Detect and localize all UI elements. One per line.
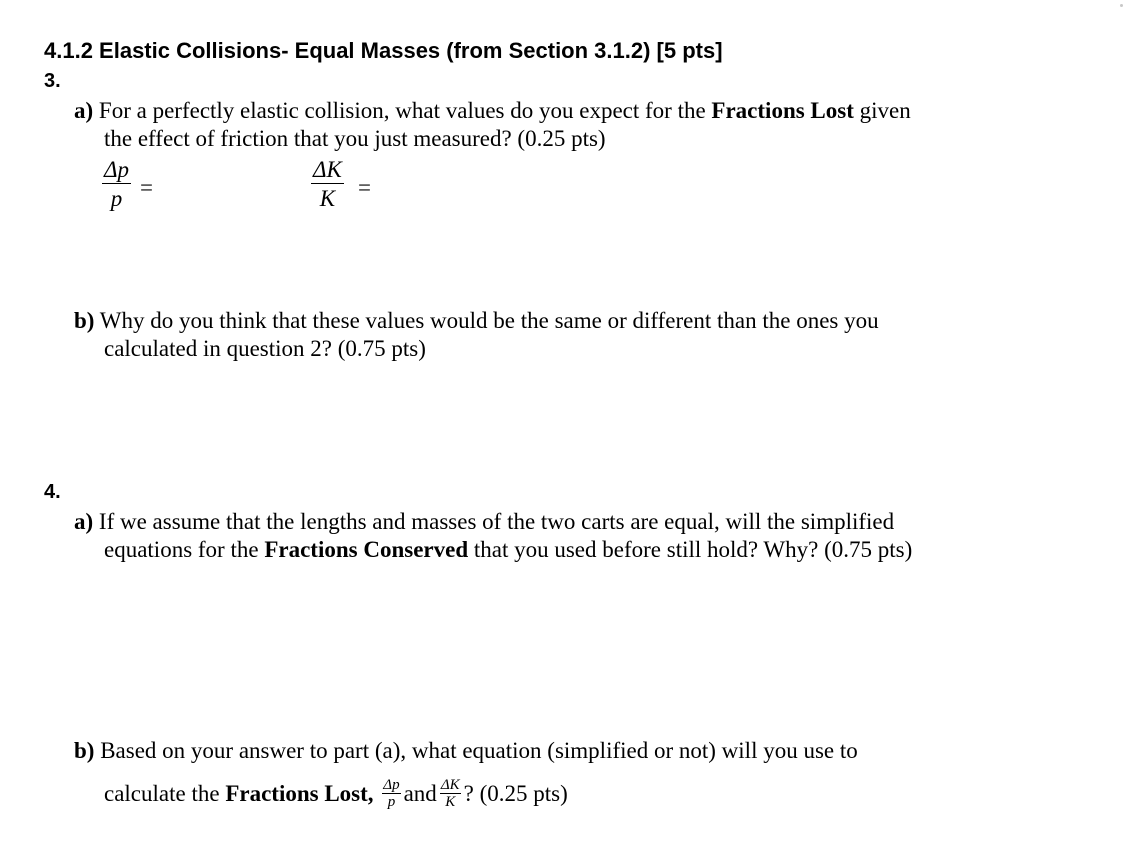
inline-fraction-dp-over-p <box>382 777 400 810</box>
q3a-text-1: For a perfectly elastic collision, what values do you expect for the <box>98 98 712 123</box>
q4b-text-2: calculate the <box>104 781 226 806</box>
q4a-bold-term: Fractions Conserved <box>264 537 469 562</box>
part-label: a) <box>74 98 94 123</box>
fraction-numerator: Δp <box>383 777 400 794</box>
q4a-text-1: If we assume that the lengths and masses of the two carts are equal, will the simplified <box>98 509 895 534</box>
fraction-numerator: Δp <box>104 157 129 182</box>
q4b-conjunction: and <box>403 781 437 806</box>
inline-fraction-dk-over-k <box>440 777 461 810</box>
equals-sign: = <box>358 175 371 200</box>
part-label: b) <box>74 308 95 333</box>
question-4b <box>74 737 1074 813</box>
part-label: a) <box>74 509 94 534</box>
q4b-text-3: ? (0.25 pts) <box>463 781 568 806</box>
question-4-number: 4. <box>44 481 61 503</box>
q4a-text-3: that you used before still hold? Why? (0.75 pts) <box>468 537 913 562</box>
fraction-denominator: K <box>445 794 456 811</box>
section-heading: 4.1.2 Elastic Collisions- Equal Masses (from Section 3.1.2) [5 pts] <box>44 38 723 63</box>
question-3a <box>74 97 1074 153</box>
fraction-denominator: p <box>387 794 396 811</box>
question-3b <box>74 307 1074 363</box>
fraction-denominator: K <box>319 186 336 211</box>
question-4a <box>74 508 1074 564</box>
fraction-dk-over-k <box>311 157 344 214</box>
question-3-number: 3. <box>44 70 61 92</box>
q4b-text-1: Based on your answer to part (a), what equation (simplified or not) will you use to <box>100 738 858 763</box>
q3a-line-2: the effect of friction that you just measured? (0.25 pts) <box>104 126 606 151</box>
fraction-numerator: ΔK <box>440 777 460 794</box>
fraction-denominator: p <box>110 186 123 211</box>
corner-dot <box>1120 4 1123 7</box>
fraction-dp-over-p <box>102 157 131 214</box>
q3a-text-2: given <box>853 98 911 123</box>
part-label: b) <box>74 738 95 763</box>
q3b-text-1: Why do you think that these values would be the same or different than the ones you <box>99 308 879 333</box>
q4b-bold-term: Fractions Lost, <box>225 781 374 806</box>
q4a-text-2: equations for the <box>104 537 265 562</box>
equals-sign: = <box>140 175 153 200</box>
q3b-line-2: calculated in question 2? (0.75 pts) <box>104 336 426 361</box>
fraction-numerator: ΔK <box>313 157 342 182</box>
q3a-bold-term: Fractions Lost <box>711 98 854 123</box>
